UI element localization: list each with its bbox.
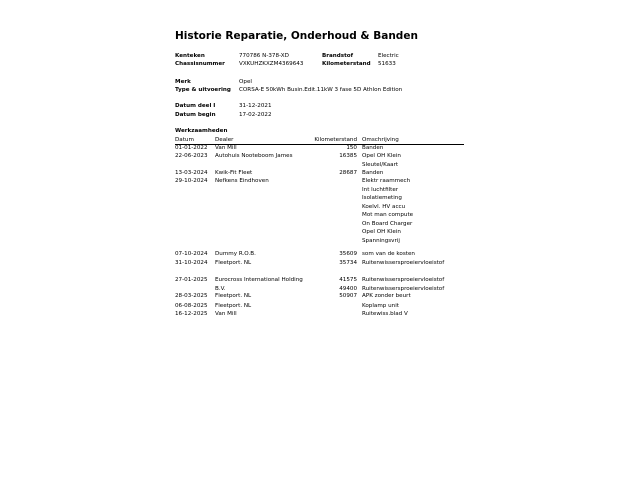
row-datum: 29-10-2024: [175, 178, 208, 184]
brandstof-value: Electric: [378, 53, 399, 59]
row-omschrijving: Ruitewiss.blad V: [362, 311, 408, 317]
row-kilometerstand: 150: [346, 145, 357, 151]
table-header-kilometerstand: Kilometerstand: [314, 137, 357, 143]
row-omschrijving: Int luchtfilter: [362, 186, 399, 193]
row-kilometerstand: 41575: [339, 277, 357, 283]
row-datum: 06-08-2025: [175, 303, 208, 309]
datum-begin-value: 17-02-2022: [239, 112, 272, 118]
row-omschrijving: On Board Charger: [362, 220, 413, 227]
row-datum: 13-03-2024: [175, 170, 208, 176]
row-omschrijving: Spanningsvrij: [362, 237, 400, 244]
row-omschrijving: Sleutel/Kaart: [362, 161, 399, 168]
datum-deel-label: Datum deel I: [175, 103, 216, 109]
row-dealer: B.V.: [215, 285, 226, 292]
datum-deel-value: 31-12-2021: [239, 103, 272, 109]
merk-value: Opel: [239, 79, 252, 85]
datum-begin-label: Datum begin: [175, 112, 216, 118]
row-omschrijving: Elektr raammech: [362, 178, 411, 184]
row-omschrijving: som van de kosten: [362, 251, 415, 257]
kilometerstand-label: Kilometerstand: [322, 61, 371, 67]
row-datum: 28-03-2025: [175, 293, 208, 299]
row-omschrijving: Koplamp unit: [362, 303, 399, 309]
row-datum: 16-12-2025: [175, 311, 208, 317]
row-datum: 07-10-2024: [175, 251, 208, 257]
row-omschrijving: Isolatiemeting: [362, 195, 402, 201]
row-omschrijving: Banden: [362, 170, 384, 176]
row-dealer: Autohuis Nooteboom James: [215, 153, 293, 159]
row-omschrijving: Opel OH Klein: [362, 229, 401, 235]
row-omschrijving: Koelvl. HV accu: [362, 203, 406, 210]
type-value: CORSA-E 50kWh Busin.Edit.11kW 3 fase 5D Athlon Edition: [239, 87, 403, 93]
table-header-omschrijving: Omschrijving: [362, 137, 399, 143]
kenteken-label: Kenteken: [175, 53, 205, 59]
row-kilometerstand: 35609: [339, 251, 357, 257]
row-omschrijving: Mot man compute: [362, 212, 414, 218]
chassis-value: VXKUHZKXZM4369643: [239, 61, 304, 67]
row-omschrijving: Ruitenwissersproeiervloeistof: [362, 260, 445, 266]
row-dealer: Eurocross International Holding: [215, 277, 303, 283]
row-omschrijving: Ruitenwissersproeiervloeistof: [362, 286, 445, 292]
row-kilometerstand: 28687: [339, 170, 357, 176]
row-kilometerstand: 50907: [339, 293, 357, 299]
werkzaamheden-title: Werkzaamheden: [175, 128, 228, 134]
table-header-dealer: Dealer: [215, 137, 234, 143]
type-label: Type & uitvoering: [175, 87, 231, 93]
row-datum: 22-06-2023: [175, 153, 208, 159]
chassis-label: Chassisnummer: [175, 61, 225, 67]
row-dealer: Van Mill: [215, 145, 237, 151]
row-dealer: Fleetport. NL: [215, 260, 252, 266]
row-dealer: Dummy R.O.B.: [215, 251, 256, 257]
row-datum: 27-01-2025: [175, 277, 208, 283]
row-omschrijving: Opel OH Klein: [362, 153, 401, 159]
row-kilometerstand: 35734: [339, 260, 357, 266]
row-dealer: Kwik-Fit Fleet: [215, 170, 253, 176]
kenteken-value: 770786 N-378-XD: [239, 53, 289, 59]
row-dealer: Fleetport. NL: [215, 293, 252, 299]
brandstof-label: Brandstof: [322, 53, 354, 59]
row-dealer: Nefkens Eindhoven: [215, 178, 269, 184]
row-omschrijving: Banden: [362, 145, 384, 151]
kilometerstand-value: 51633: [378, 61, 396, 67]
row-dealer: Fleetport. NL: [215, 303, 252, 309]
merk-label: Merk: [175, 79, 191, 85]
row-omschrijving: APK zonder beurt: [362, 293, 411, 299]
row-dealer: Van Mill: [215, 311, 237, 317]
row-omschrijving: Ruitenwissersproeiervloeistof: [362, 277, 445, 283]
row-kilometerstand: 49400: [339, 286, 357, 292]
row-kilometerstand: 16385: [339, 153, 357, 159]
row-datum: 01-01-2022: [175, 145, 208, 151]
row-datum: 31-10-2024: [175, 260, 208, 266]
page-title: Historie Reparatie, Onderhoud & Banden: [175, 30, 418, 42]
table-header-datum: Datum: [175, 137, 194, 143]
